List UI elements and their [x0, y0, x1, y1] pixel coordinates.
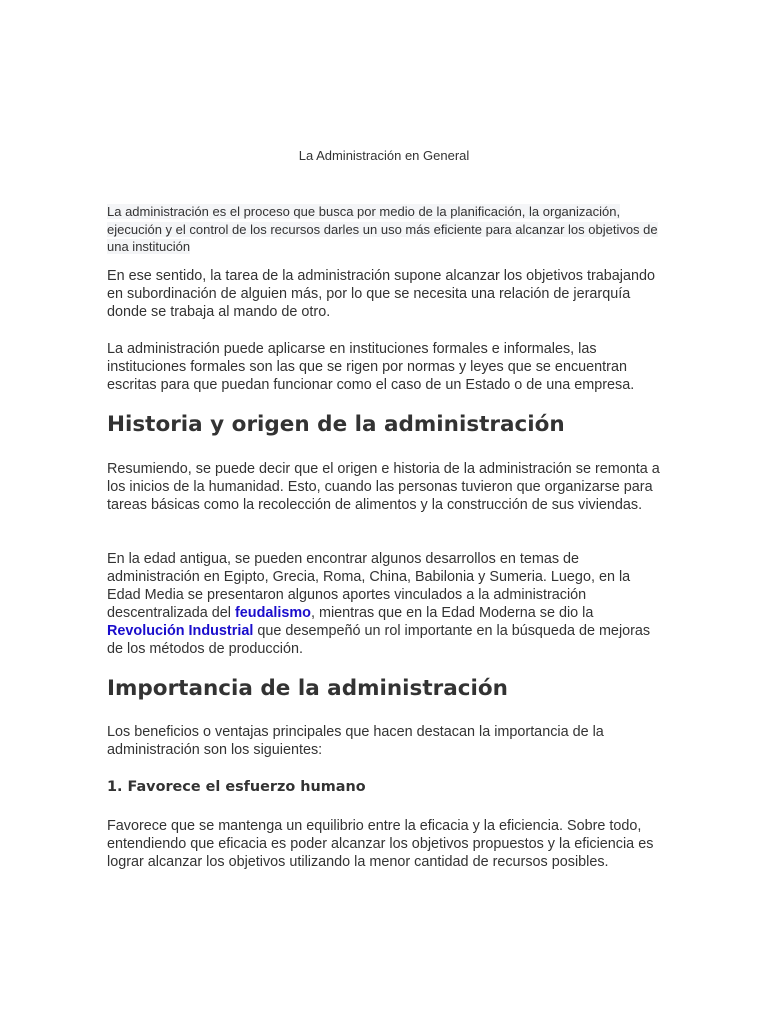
historia-paragraph-1: Resumiendo, se puede decir que el origen e historia de la administración se remonta a los inicios de la humanidad. Esto, cuando las personas tuvieron que organizarse para tareas básicas como la recolección de alimentos y la construcción de sus viviendas.: [107, 461, 660, 513]
intro-text: La administración es el proceso que busca por medio de la planificación, la organización, ejecución y el control de los recursos darles un uso más eficiente para alcanzar los objetivos de una institución: [107, 204, 658, 255]
link-revolucion-industrial[interactable]: Revolución Industrial: [107, 623, 254, 639]
link-feudalismo[interactable]: feudalismo: [235, 605, 311, 621]
heading-historia: Historia y origen de la administración: [107, 412, 565, 437]
historia-paragraph-2: [107, 550, 667, 658]
historia-text-c: que desempeñó un rol importante en la búsqueda de mejoras de los métodos de producción.: [107, 623, 651, 657]
historia-text-b: , mientras que en la Edad Moderna se dio la: [310, 605, 594, 621]
document-title: La Administración en General: [298, 148, 470, 163]
historia-text-a: En la edad antigua, se pueden encontrar algunos desarrollos en temas de administración en Egipto, Grecia, Roma, China, Babilonia y Sumeria. Luego, en la Edad Media se presentaron algunos aportes vinculados a la administración descentralizada del: [107, 551, 631, 621]
intro-paragraph: [107, 203, 667, 256]
importancia-paragraph-2: Favorece que se mantenga un equilibrio entre la eficacia y la eficiencia. Sobre todo, entendiendo que eficacia es poder alcanzar los objetivos propuestos y la eficiencia es lograr alcanzar los objetivos utilizando la menor cantidad de recursos posibles.: [107, 818, 654, 870]
subheading-esfuerzo-humano: 1. Favorece el esfuerzo humano: [107, 779, 366, 795]
importancia-paragraph-1: Los beneficios o ventajas principales que hacen destacan la importancia de la administración son los siguientes:: [107, 724, 604, 758]
heading-importancia: Importancia de la administración: [107, 676, 508, 701]
paragraph-1: En ese sentido, la tarea de la administración supone alcanzar los objetivos trabajando en subordinación de alguien más, por lo que se necesita una relación de jerarquía donde se trabaja al mando de otro.: [107, 268, 655, 320]
paragraph-2: La administración puede aplicarse en instituciones formales e informales, las instituciones formales son las que se rigen por normas y leyes que se encuentran escritas para que puedan funcionar como el caso de un Estado o de una empresa.: [107, 341, 635, 393]
